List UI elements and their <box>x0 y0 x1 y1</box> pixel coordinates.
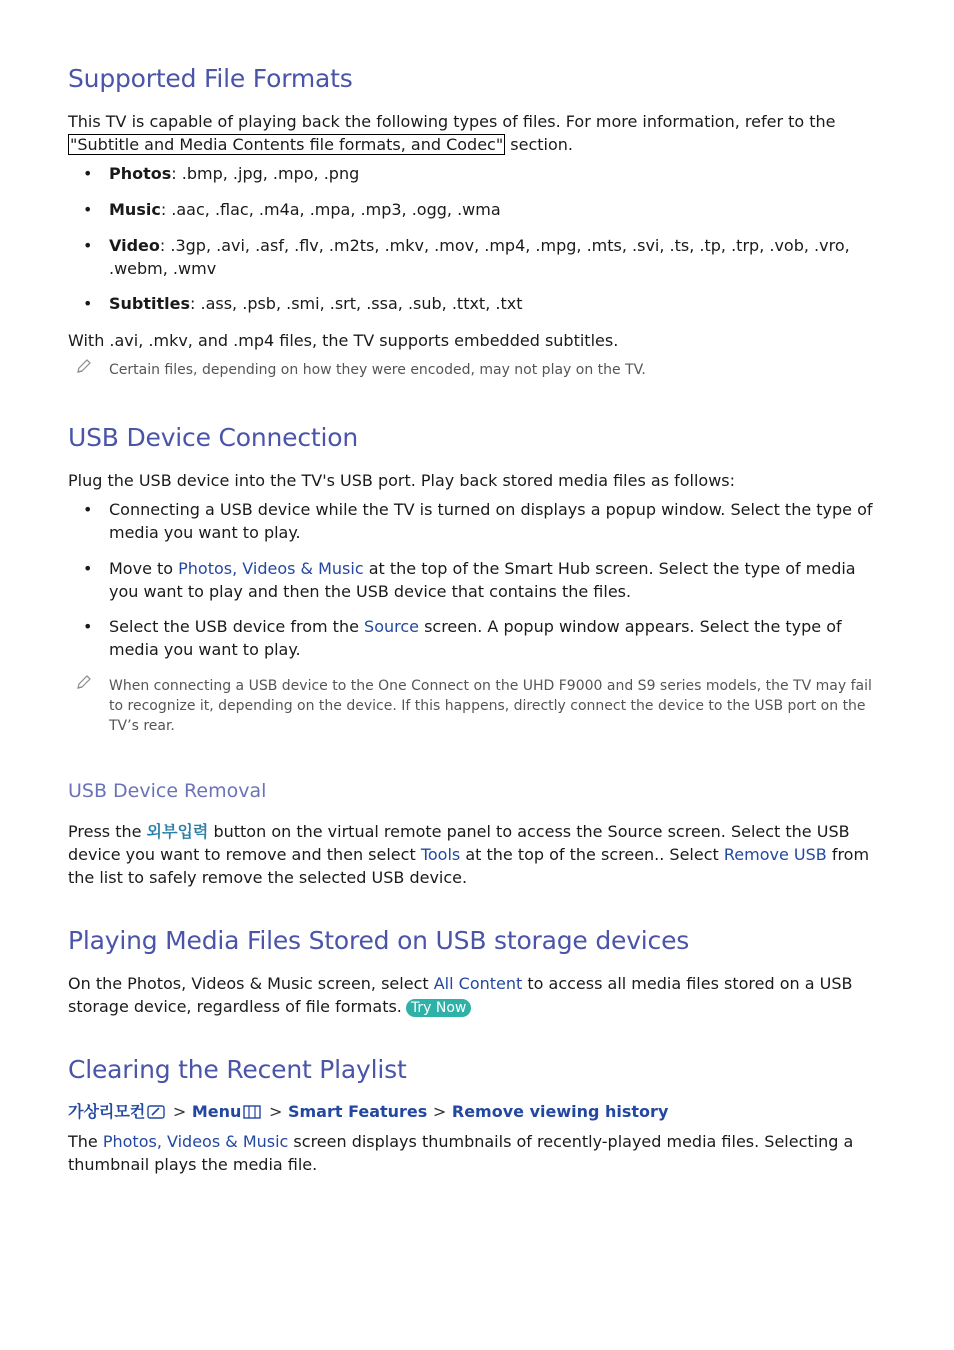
all-content-link[interactable]: All Content <box>433 974 523 993</box>
pencil-note-icon <box>76 358 92 374</box>
format-label: Subtitles <box>109 294 191 313</box>
body-text: The <box>68 1132 103 1151</box>
codec-section-link[interactable]: "Subtitle and Media Contents file formats, and Codec" <box>70 135 504 154</box>
remote-icon <box>147 1105 165 1119</box>
format-values: : .bmp, .jpg, .mpo, .png <box>171 164 360 183</box>
formats-intro-tail: section. <box>505 135 574 154</box>
try-now-button[interactable]: Try Now <box>406 999 471 1017</box>
embedded-subtitles-text: With .avi, .mkv, and .mp4 files, the TV supports embedded subtitles. <box>68 331 619 350</box>
photos-link[interactable]: Photos <box>178 559 233 578</box>
link-separator: , <box>156 1132 167 1151</box>
body-text: at the top of the screen.. Select <box>460 845 724 864</box>
section-title-usb-connection: USB Device Connection <box>68 423 358 452</box>
breadcrumb-smart-features[interactable]: Smart Features <box>287 1102 428 1121</box>
bullet-dot: • <box>83 164 93 183</box>
bullet-text: Select the USB device from the <box>109 617 365 636</box>
bullet-dot: • <box>83 294 93 313</box>
list-item <box>83 234 884 280</box>
format-label: Video <box>109 236 160 255</box>
format-label: Music <box>109 200 161 219</box>
list-item <box>83 498 884 544</box>
formats-intro-text: This TV is capable of playing back the following types of files. For more information, refer to the <box>68 112 836 131</box>
bullet-dot: • <box>83 500 93 519</box>
format-values: : .aac, .flac, .m4a, .mpa, .mp3, .ogg, .wma <box>160 200 501 219</box>
list-item <box>83 198 884 221</box>
bullet-dot: • <box>83 200 93 219</box>
bullet-text: Connecting a USB device while the TV is turned on displays a popup window. Select the type of media you want to play. <box>109 500 873 542</box>
section-title-playing: Playing Media Files Stored on USB storage devices <box>68 926 690 955</box>
usb-connection-intro: Plug the USB device into the TV's USB port. Play back stored media files as follows: <box>68 471 736 490</box>
breadcrumb <box>68 1101 668 1123</box>
chevron-right-icon: > <box>172 1102 187 1121</box>
list-item <box>83 615 884 661</box>
photos-link[interactable]: Photos <box>102 1132 157 1151</box>
tools-link[interactable]: Tools <box>420 845 461 864</box>
list-item <box>83 162 884 185</box>
formats-note: Certain files, depending on how they were encoded, may not play on the TV. <box>109 362 646 378</box>
videos-music-link[interactable]: Videos & Music <box>167 1132 289 1151</box>
clearing-text <box>68 1130 884 1176</box>
remove-usb-link[interactable]: Remove USB <box>723 845 827 864</box>
body-text: button on the virtual remote panel to access the Source screen. Select the USB device you want to remove and then select <box>68 822 850 864</box>
chevron-right-icon: > <box>268 1102 283 1121</box>
breadcrumb-remote[interactable]: 가상리모컨 <box>68 1102 146 1121</box>
body-text: screen displays thumbnails of recently-played media files. Selecting a thumbnail plays the media file. <box>68 1132 854 1174</box>
playing-text <box>68 972 884 1018</box>
list-item <box>83 292 884 315</box>
usb-connection-note: When connecting a USB device to the One Connect on the UHD F9000 and S9 series models, the TV may fail to recognize it, depending on the device. If this happens, directly connect the device to the USB port on the TV’s rear. <box>109 678 872 734</box>
pencil-note-icon <box>76 674 92 690</box>
breadcrumb-remove-history[interactable]: Remove viewing history <box>451 1102 669 1121</box>
bullet-text: at the top of the Smart Hub screen. Select the type of media you want to play and then the USB device that contains the files. <box>109 559 856 601</box>
list-item <box>83 557 884 603</box>
chevron-right-icon: > <box>432 1102 447 1121</box>
bullet-dot: • <box>83 559 93 578</box>
bullet-text: Move to <box>109 559 179 578</box>
format-label: Photos <box>109 164 172 183</box>
format-values: : .ass, .psb, .smi, .srt, .ssa, .sub, .ttxt, .txt <box>190 294 523 313</box>
bullet-dot: • <box>83 617 93 636</box>
body-text: from the list to safely remove the selected USB device. <box>68 845 870 887</box>
source-link[interactable]: Source <box>364 617 419 636</box>
bullet-text: screen. A popup window appears. Select the type of media you want to play. <box>109 617 842 659</box>
section-title-clearing: Clearing the Recent Playlist <box>68 1055 407 1084</box>
body-text: On the Photos, Videos & Music screen, select <box>68 974 434 993</box>
menu-grid-icon <box>243 1105 261 1119</box>
body-text: to access all media files stored on a USB storage device, regardless of file formats. <box>68 974 853 1016</box>
subsection-title-usb-removal: USB Device Removal <box>68 780 267 802</box>
usb-removal-text <box>68 820 884 889</box>
breadcrumb-menu[interactable]: Menu <box>191 1102 242 1121</box>
videos-music-link[interactable]: Videos & Music <box>242 559 364 578</box>
formats-intro <box>68 110 884 156</box>
section-title-formats: Supported File Formats <box>68 64 353 93</box>
body-text: Press the <box>68 822 147 841</box>
format-values: : .3gp, .avi, .asf, .flv, .m2ts, .mkv, .mov, .mp4, .mpg, .mts, .svi, .ts, .tp, .trp, .vob, .vro, .webm, .wmv <box>109 236 850 278</box>
link-separator: , <box>232 559 243 578</box>
bullet-dot: • <box>83 236 93 255</box>
source-button-name: 외부입력 <box>146 822 209 841</box>
